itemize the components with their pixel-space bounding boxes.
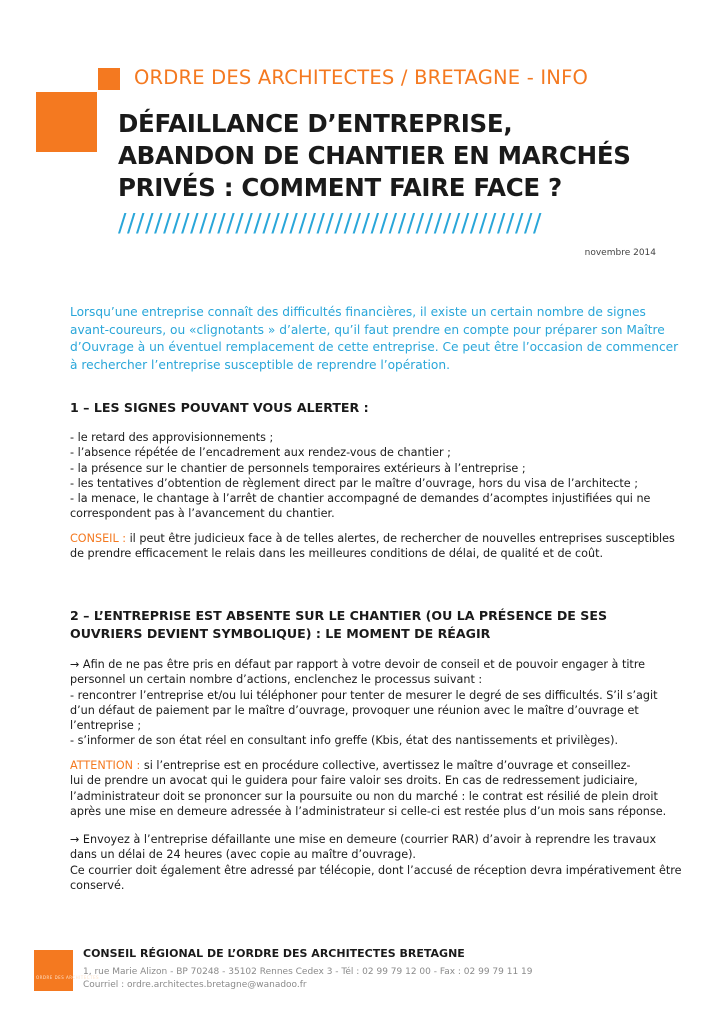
conseil-text: de prendre efficacement le relais dans les meilleures conditions de délai, de qualité et de coût. [70, 547, 604, 561]
body-line: → Envoyez à l’entreprise défaillante une mise en demeure (courrier RAR) d’avoir à reprendre les travaux [70, 833, 657, 846]
intro-line: avant-coureurs, ou «clignotants » d’alerte, qu’il faut prendre en compte pour préparer son Maître [70, 322, 665, 337]
list-item: - l’absence répétée de l’encadrement aux rendez-vous de chantier ; [70, 446, 451, 460]
body-line: dans un délai de 24 heures (avec copie au maître d’ouvrage). [70, 848, 416, 862]
intro-paragraph [70, 304, 679, 374]
body-line: - rencontrer l’entreprise et/ou lui téléphoner pour tenter de mesurer le degré de ses difficultés. S’il s’agit [70, 688, 658, 702]
footer-council: CONSEIL RÉGIONAL DE L’ORDRE DES ARCHITECTES BRETAGNE [83, 947, 465, 960]
section2-heading [70, 607, 670, 643]
body-line: - s’informer de son état réel en consultant info greffe (Kbis, état des nantissements et privilèges). [70, 734, 619, 748]
slash-divider: /////////////////////////////////////////////// [118, 208, 543, 237]
body-line: l’entreprise ; [70, 719, 142, 733]
logo-square-large [36, 92, 97, 152]
body-line: d’un défaut de paiement par le maître d’ouvrage, provoquer une réunion avec le maître d’ouvrage et [70, 703, 639, 717]
body-line: Ce courrier doit également être adressé par télécopie, dont l’accusé de réception devra impérativement être [70, 863, 682, 877]
intro-line: Lorsqu’une entreprise connaît des difficultés financières, il existe un certain nombre de signes [70, 305, 646, 319]
conseil-label: CONSEIL : [70, 532, 127, 545]
list-item: - la menace, le chantage à l’arrêt de chantier accompagné de demandes d’acomptes injustifiées qui ne [70, 492, 651, 506]
title-line: ABANDON DE CHANTIER EN MARCHÉS [118, 141, 631, 170]
organisation-header: ORDRE DES ARCHITECTES / BRETAGNE - INFO [134, 66, 589, 89]
attention-label: ATTENTION : [70, 759, 141, 772]
title-line: DÉFAILLANCE D’ENTREPRISE, [118, 109, 513, 138]
logo-square-small [98, 68, 120, 90]
footer-logo-text: ORDRE DES ARCHITECTES [36, 975, 100, 980]
section1-heading [70, 399, 670, 417]
section2-heading-line: OUVRIERS DEVIENT SYMBOLIQUE) : LE MOMENT DE RÉAGIR [70, 626, 491, 641]
list-item: - le retard des approvisionnements ; [70, 431, 274, 444]
intro-line: à rechercher l’entreprise susceptible de reprendre l’opération. [70, 357, 450, 372]
attention-text: lui de prendre un avocat qui le guidera pour faire valoir ses droits. En cas de redressement judiciaire, [70, 774, 638, 788]
attention-text: l’administrateur doit se prononcer sur la poursuite ou non du marché : le contrat est résilié de plein droit [70, 789, 658, 803]
section2-heading-line: 2 – L’ENTREPRISE EST ABSENTE SUR LE CHANTIER (OU LA PRÉSENCE DE SES [70, 608, 608, 623]
list-item: - la présence sur le chantier de personnels temporaires extérieurs à l’entreprise ; [70, 461, 526, 475]
publication-date: novembre 2014 [584, 248, 656, 258]
body-line: → Afin de ne pas être pris en défaut par rapport à votre devoir de conseil et de pouvoir engager à titre [70, 658, 646, 671]
attention-paragraph [70, 758, 690, 819]
attention-text: après une mise en demeure adressée à l’administrateur si celle-ci est restée plus d’un mois sans réponse. [70, 804, 667, 818]
list-item: correspondent pas à l’avancement du chantier. [70, 507, 335, 521]
body-line: personnel un certain nombre d’actions, enclenchez le processus suivant : [70, 673, 483, 687]
page-title [118, 108, 708, 204]
footer-address: 1, rue Marie Alizon - BP 70248 - 35102 Rennes Cedex 3 - Tél : 02 99 79 12 00 - Fax : 02 99 79 11 19 [83, 967, 533, 977]
title-line: PRIVÉS : COMMENT FAIRE FACE ? [118, 173, 562, 202]
conseil-paragraph [70, 531, 690, 562]
attention-text: si l’entreprise est en procédure collective, avertissez le maître d’ouvrage et conseillez- [140, 759, 631, 772]
section1-heading-text: 1 – LES SIGNES POUVANT VOUS ALERTER : [70, 400, 369, 415]
footer-logo [34, 950, 100, 991]
section1-list [70, 430, 690, 522]
section2-list [70, 657, 690, 749]
footer-email[interactable]: Courriel : ordre.architectes.bretagne@wanadoo.fr [83, 980, 307, 990]
body-line: conservé. [70, 878, 125, 892]
list-item: - les tentatives d’obtention de règlement direct par le maître d’ouvrage, hors du visa de l’architecte ; [70, 476, 639, 490]
conseil-text: il peut être judicieux face à de telles alertes, de rechercher de nouvelles entreprises susceptibles [126, 532, 675, 545]
intro-line: d’Ouvrage à un éventuel remplacement de cette entreprise. Ce peut être l’occasion de commencer [70, 340, 679, 354]
final-paragraph [70, 832, 690, 893]
